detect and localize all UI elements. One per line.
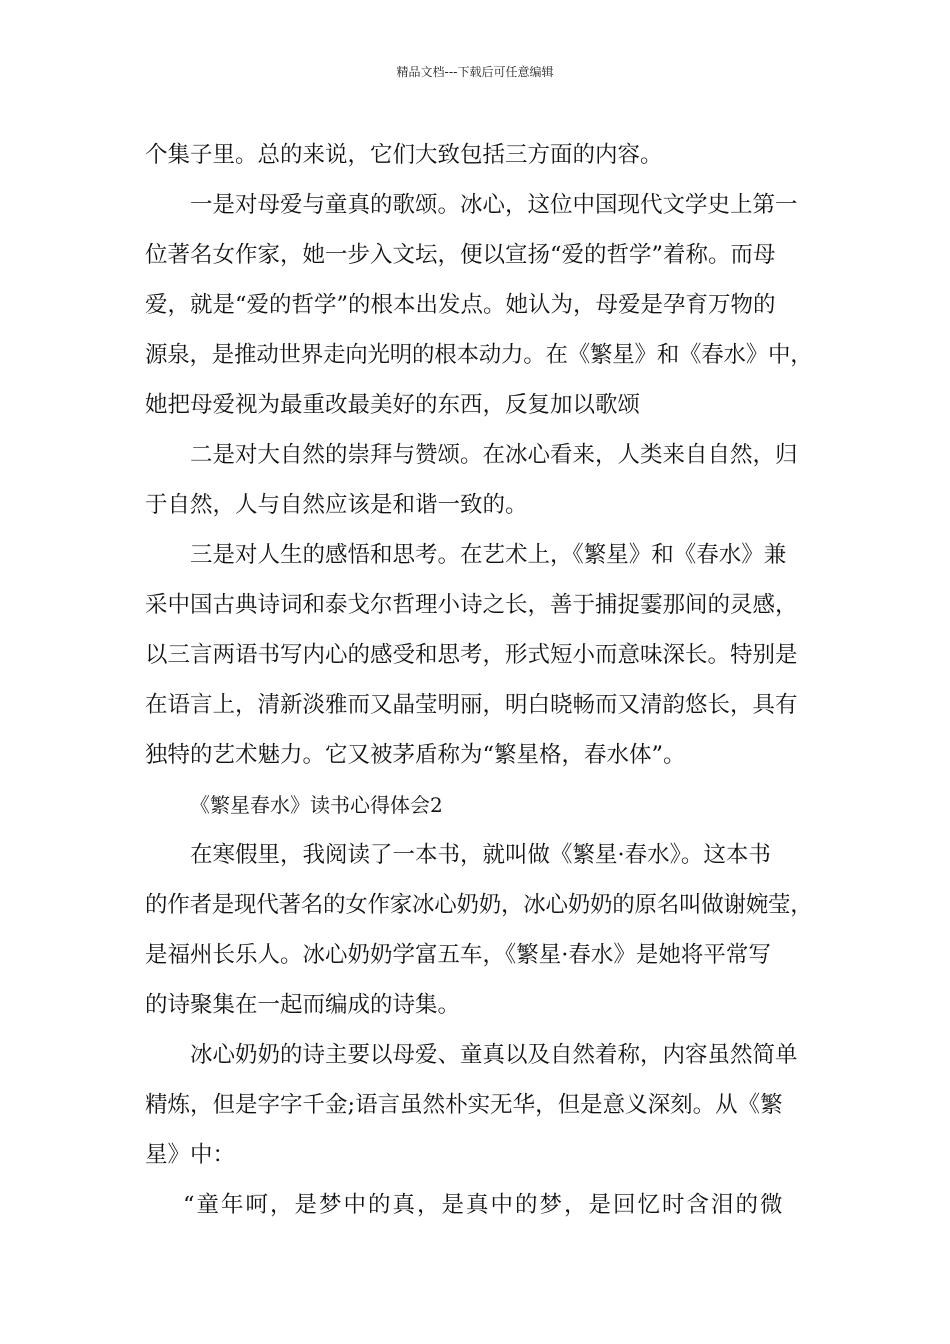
text-line: 采中国古典诗词和泰戈尔哲理小诗之长，善于捕捉霎那间的灵感， [145, 592, 798, 618]
text-line: 二是对大自然的崇拜与赞颂。在冰心看来，人类来自自然，归 [190, 442, 798, 468]
text-line: 于自然，人与自然应该是和谐一致的。 [145, 492, 528, 518]
text-line: 以三言两语书写内心的感受和思考，形式短小而意味深长。特别是 [145, 642, 798, 668]
text-line: 的诗聚集在一起而编成的诗集。 [145, 992, 461, 1018]
text-line: 独特的艺术魅力。它又被茅盾称为“繁星格，春水体”。 [145, 742, 686, 768]
text-line: 在寒假里，我阅读了一本书，就叫做《繁星·春水》。这本书 [190, 842, 771, 868]
text-line: “童年呵，是梦中的真，是真中的梦，是回忆时含泪的微 [183, 1192, 785, 1218]
text-line: 是福州长乐人。冰心奶奶学富五车，《繁星·春水》是她将平常写 [145, 942, 771, 968]
text-line: 爱，就是“爱的哲学”的根本出发点。她认为，母爱是孕育万物的 [145, 292, 776, 318]
text-line: 的作者是现代著名的女作家冰心奶奶，冰心奶奶的原名叫做谢婉莹， [145, 892, 813, 918]
text-line: 位著名女作家，她一步入文坛，便以宣扬“爱的哲学”着称。而母 [145, 242, 776, 268]
text-line: 三是对人生的感悟和思考。在艺术上，《繁星》和《春水》兼 [190, 542, 787, 568]
text-line: 星》中： [145, 1142, 236, 1168]
text-line: 她把母爱视为最重改最美好的东西，反复加以歌颂 [145, 392, 641, 418]
section-heading: 《繁星春水》读书心得体会2 [190, 793, 443, 817]
page-header: 精品文档---下载后可任意编辑 [396, 65, 554, 79]
document-body [145, 130, 815, 1230]
text-line: 个集子里。总的来说，它们大致包括三方面的内容。 [145, 142, 663, 168]
text-line: 冰心奶奶的诗主要以母爱、童真以及自然着称，内容虽然简单 [190, 1042, 798, 1068]
text-line: 精炼，但是字字千金;语言虽然朴实无华，但是意义深刻。从《繁 [145, 1092, 783, 1118]
text-line: 源泉，是推动世界走向光明的根本动力。在《繁星》和《春水》中， [145, 342, 813, 368]
text-line: 在语言上，清新淡雅而又晶莹明丽，明白晓畅而又清韵悠长，具有 [145, 692, 798, 718]
text-line: 一是对母爱与童真的歌颂。冰心，这位中国现代文学史上第一 [190, 192, 798, 218]
